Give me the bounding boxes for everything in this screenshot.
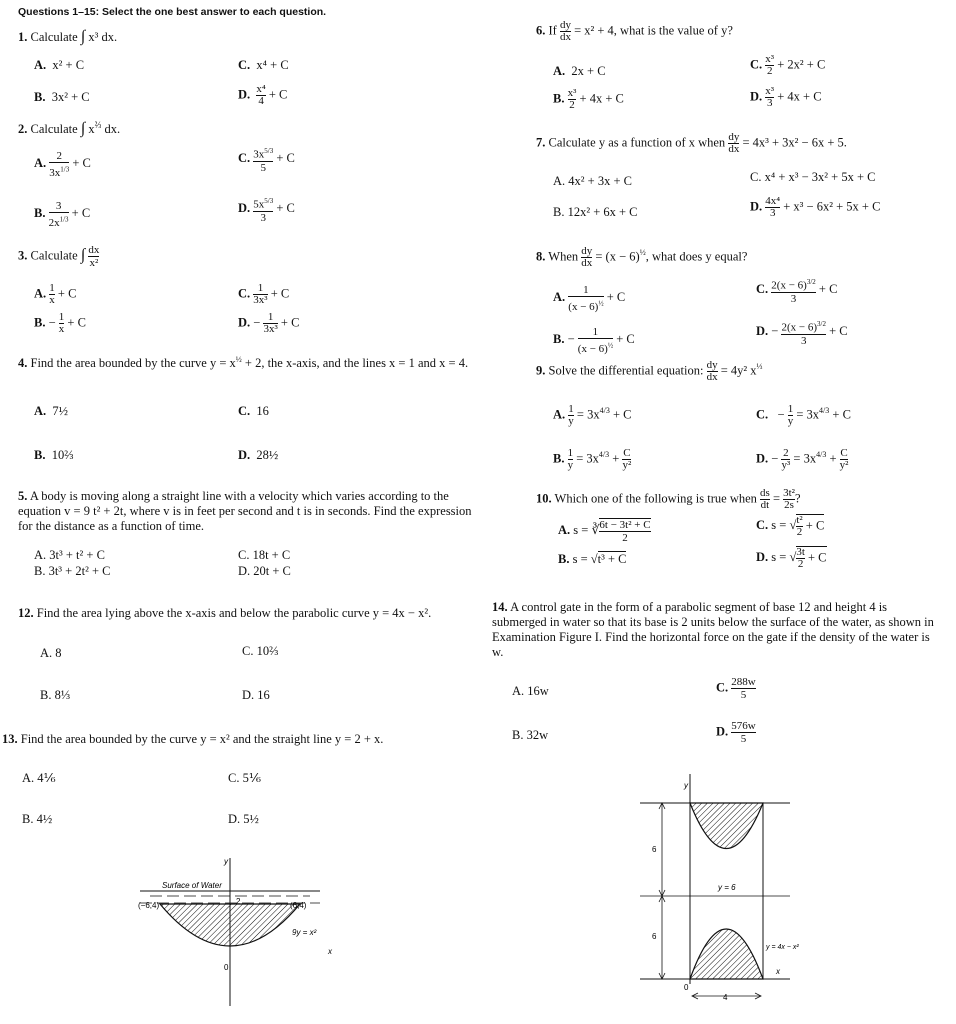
q3-option-c[interactable]: C. $\frac{1}{\text{3x³}} + C$ xyxy=(238,282,290,306)
fig1-depth-label: 2 xyxy=(236,897,241,906)
q6-option-b[interactable]: B. $\frac{\text{x³}}{2} + 4x + C$ xyxy=(553,87,624,111)
q6-option-d[interactable]: D. $\frac{\text{x³}}{3} + 4x + C$ xyxy=(750,85,822,109)
fig2-y-label: y xyxy=(684,781,688,790)
q8-option-b[interactable]: B. − $\frac{1}{(x - 6)^{\frac{1}{2}}} + C$ xyxy=(553,326,635,355)
fig1-left-point: (−6,4) xyxy=(138,901,160,910)
question-9: 9. Solve the differential equation: $\frac{dy}{dx} = 4y^2$ $x^{\frac{1}{3}}$ xyxy=(536,359,763,383)
figure-parabolic-gate xyxy=(130,858,350,1008)
q1-option-d[interactable]: D. $\frac{\text{x⁴}}{4} + C$ xyxy=(238,83,288,107)
q3-option-a[interactable]: A. $\frac{1}{x} + C$ xyxy=(34,282,77,306)
q3-option-d[interactable]: D. − $\frac{1}{\text{3x³}} + C$ xyxy=(238,311,300,335)
question-1: 1. Calculate ∫ x³ dx. xyxy=(18,28,118,45)
q12-option-a[interactable]: A. 8 xyxy=(40,646,62,660)
fig2-width-label: 4 xyxy=(723,993,728,1002)
q14-option-b[interactable]: B. 32w xyxy=(512,728,549,742)
q13-option-c[interactable]: C. 5⅙ xyxy=(228,771,261,785)
fig1-right-point: (6,4) xyxy=(290,901,307,910)
q10-option-a[interactable]: A. s = ∛ $\frac{\text{6t − 3t² + C}}{2}$ xyxy=(558,519,651,544)
q8-option-c[interactable]: C. $\frac{2(x - 6)^{3/2}}{3} + C$ xyxy=(756,278,838,305)
fig1-surface-label: Surface of Water xyxy=(162,881,222,890)
q4-option-a[interactable]: A. 7½ xyxy=(34,404,69,418)
q5-option-a[interactable]: A. 3t³ + t² + C xyxy=(34,548,105,562)
q9-option-d[interactable]: D. − $\frac{2}{\text{y³}} = 3x^{4/3}$ + $\frac{C}{\text{y²}}$ xyxy=(756,447,849,471)
question-4: 4. Find the area bounded by the curve $y = x^{\frac{1}{2}} + 2$, the x-axis, and the lines x = 1 and x = 4. xyxy=(18,355,469,371)
q6-option-a[interactable]: A. 2x + C xyxy=(553,64,606,78)
question-3: 3. Calculate ∫ $\frac{dx}{\text{x²}}$ xyxy=(18,244,100,269)
q5-option-c[interactable]: C. 18t + C xyxy=(238,548,291,562)
q13-option-a[interactable]: A. 4⅙ xyxy=(22,771,56,785)
q2-option-c[interactable]: C. $\frac{3x^{5/3}}{5} + C$ xyxy=(238,147,295,174)
q1-option-a[interactable]: A. x² + C xyxy=(34,58,85,72)
question-14: 14. A control gate in the form of a parabolic segment of base 12 and height 4 is submerged in water so that its base is 2 units below the surface of the water, as shown in Examination Figure I. Find the horizontal force on the gate if the density of the water is w. xyxy=(492,600,934,659)
q12-option-c[interactable]: C. 10⅔ xyxy=(242,644,279,658)
fig2-height-bottom: 6 xyxy=(652,932,657,941)
q2-option-a[interactable]: A. $\frac{2}{3x^{1/3}} + C$ xyxy=(34,150,91,179)
q6-option-c[interactable]: C. $\frac{\text{x³}}{2} + 2x^2 + C$ xyxy=(750,53,826,77)
q14-option-d[interactable]: D. $\frac{576w}{5}$ xyxy=(716,720,756,745)
q4-option-b[interactable]: B. 10⅔ xyxy=(34,448,74,462)
q5-option-d[interactable]: D. 20t + C xyxy=(238,564,291,578)
q7-option-c[interactable]: C. x⁴ + x³ − 3x² + 5x + C xyxy=(750,170,876,184)
q13-option-b[interactable]: B. 4½ xyxy=(22,812,53,826)
question-7: 7. Calculate y as a function of x when $\frac{dy}{dx} = 4x^3 + 3x^2 - 6x + 5$. xyxy=(536,131,847,155)
fig1-x-label: x xyxy=(328,947,332,956)
fig1-y-label: y xyxy=(224,857,228,866)
q8-option-d[interactable]: D. − $\frac{2(x - 6)^{3/2}}{3} + C$ xyxy=(756,320,848,347)
question-12: 12. Find the area lying above the x-axis and below the parabolic curve y = 4x − x². xyxy=(18,606,432,620)
q3-option-b[interactable]: B. − $\frac{1}{x} + C$ xyxy=(34,311,86,335)
q9-option-b[interactable]: B. $\frac{1}{y} = 3x^{4/3}$ + $\frac{C}{\text{y²}}$ xyxy=(553,447,632,471)
instructions-header: Questions 1–15: Select the one best answer to each question. xyxy=(18,6,327,18)
question-2: 2. Calculate ∫ $x^{\frac{2}{3}}$ dx. xyxy=(18,120,121,138)
question-8: 8. When $\frac{dy}{dx} = (x - 6)^{\frac{1}{2}}$, what does y equal? xyxy=(536,245,748,269)
q9-option-c[interactable]: C. − $\frac{1}{y} = 3x^{4/3} + C$ xyxy=(756,403,851,427)
fig2-curve-label: y = 4x − x² xyxy=(766,944,799,951)
question-13: 13. Find the area bounded by the curve y = x² and the straight line y = 2 + x. xyxy=(2,732,384,746)
question-6: 6. If $\frac{dy}{dx} = x^2 + 4$, what is the value of y? xyxy=(536,19,733,43)
q9-option-a[interactable]: A. $\frac{1}{y} = 3x^{4/3} + C$ xyxy=(553,403,632,427)
q1-option-b[interactable]: B. 3x² + C xyxy=(34,90,90,104)
figure-parabola-regions xyxy=(640,774,820,1014)
question-10: 10. Which one of the following is true when $\frac{ds}{dt}$ = $\frac{\text{3t²}}{2s}$? xyxy=(536,487,801,511)
q10-option-d[interactable]: D. s = √ $\frac{3t}{2} + C$ xyxy=(756,546,827,570)
q12-option-d[interactable]: D. 16 xyxy=(242,688,270,702)
q5-option-b[interactable]: B. 3t³ + 2t² + C xyxy=(34,564,111,578)
q10-option-c[interactable]: C. s = √ $\frac{\text{t²}}{2} + C$ xyxy=(756,514,825,538)
q14-option-c[interactable]: C. $\frac{288w}{5}$ xyxy=(716,676,756,701)
q4-option-d[interactable]: D. 28½ xyxy=(238,448,279,462)
fig2-height-top: 6 xyxy=(652,845,657,854)
fig1-curve-label: 9y = x² xyxy=(292,928,317,937)
q7-option-b[interactable]: B. 12x² + 6x + C xyxy=(553,205,638,219)
fig1-origin-label: 0 xyxy=(224,963,229,972)
fig2-mid-label: y = 6 xyxy=(718,883,736,892)
q7-option-d[interactable]: D. $\frac{\text{4x⁴}}{3} + x^3 - 6x^2 + 5x + C$ xyxy=(750,195,881,219)
q14-option-a[interactable]: A. 16w xyxy=(512,684,549,698)
q8-option-a[interactable]: A. $\frac{1}{(x - 6)^{\frac{1}{2}}} + C$ xyxy=(553,284,626,313)
q4-option-c[interactable]: C. 16 xyxy=(238,404,269,418)
q2-option-d[interactable]: D. $\frac{5x^{5/3}}{3} + C$ xyxy=(238,197,295,224)
q10-option-b[interactable]: B. s = √t³ + C xyxy=(558,552,627,566)
q7-option-a[interactable]: A. 4x² + 3x + C xyxy=(553,174,632,188)
question-5: 5. A body is moving along a straight line with a velocity which varies according to the equation v = 9 t² + 2t, where v is in feet per second and t is in seconds. Find the expression for the distance as a function of time. xyxy=(18,489,472,533)
q2-option-b[interactable]: B. $\frac{3}{2x^{1/3}} + C$ xyxy=(34,200,91,229)
q12-option-b[interactable]: B. 8⅓ xyxy=(40,688,71,702)
q1-option-c[interactable]: C. x⁴ + C xyxy=(238,58,289,72)
fig2-origin-label: 0 xyxy=(684,983,689,992)
fig2-x-label: x xyxy=(776,967,780,976)
q13-option-d[interactable]: D. 5½ xyxy=(228,812,259,826)
